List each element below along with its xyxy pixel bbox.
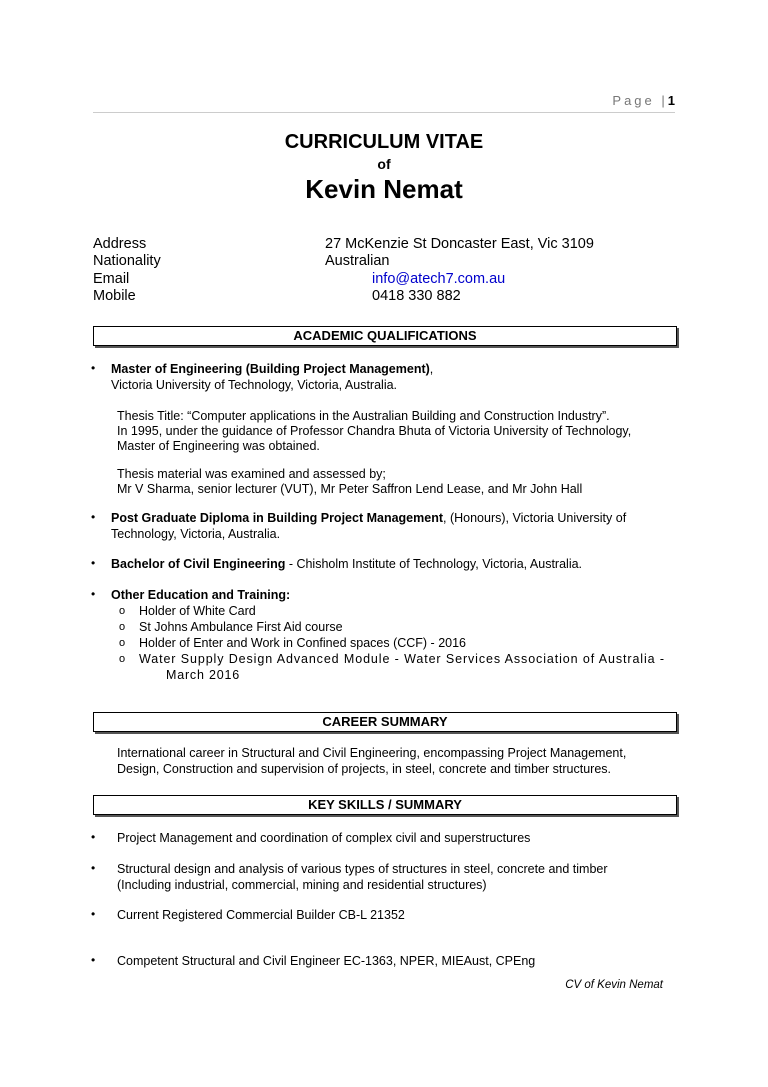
value-nationality: Australian: [325, 253, 390, 269]
examined-line: Mr V Sharma, senior lecturer (VUT), Mr Peter Saffron Lend Lease, and Mr John Hall: [117, 482, 583, 496]
skill-item: Project Management and coordination of complex civil and superstructures: [117, 831, 531, 845]
pgd-title: Post Graduate Diploma in Building Project Management: [111, 511, 443, 525]
other-item-cont: March 2016: [166, 668, 241, 682]
bullet-icon: •: [91, 556, 96, 570]
pgd-rest: , (Honours), Victoria University of: [443, 511, 627, 525]
section-heading-academic: ACADEMIC QUALIFICATIONS: [93, 326, 677, 346]
career-line: Design, Construction and supervision of projects, in steel, concrete and timber structures.: [117, 762, 611, 776]
section-heading-skills: KEY SKILLS / SUMMARY: [93, 795, 677, 815]
value-mobile: 0418 330 882: [372, 288, 461, 304]
qualification-master: [111, 362, 433, 377]
section-heading-career: CAREER SUMMARY: [93, 712, 677, 732]
other-item: Holder of White Card: [139, 604, 256, 618]
career-line: International career in Structural and Civil Engineering, encompassing Project Management,: [117, 746, 627, 760]
thesis-line: Master of Engineering was obtained.: [117, 439, 320, 453]
doc-title: CURRICULUM VITAE: [284, 131, 484, 153]
circle-bullet-icon: o: [119, 621, 126, 633]
thesis-line: Thesis Title: “Computer applications in the Australian Building and Construction Industry”.: [117, 409, 610, 423]
circle-bullet-icon: o: [119, 637, 126, 649]
header-rule: [93, 112, 675, 113]
other-item: Holder of Enter and Work in Confined spaces (CCF) - 2016: [139, 636, 467, 650]
skill-item: Current Registered Commercial Builder CB-L 21352: [117, 908, 405, 922]
value-address: 27 McKenzie St Doncaster East, Vic 3109: [325, 236, 594, 252]
master-institution: Victoria University of Technology, Victoria, Australia.: [111, 378, 398, 392]
page-number: [612, 93, 675, 108]
circle-bullet-icon: o: [119, 605, 126, 617]
skill-item: Structural design and analysis of various types of structures in steel, concrete and timber: [117, 862, 608, 876]
pgd-line2: Technology, Victoria, Australia.: [111, 527, 281, 541]
thesis-line: In 1995, under the guidance of Professor Chandra Bhuta of Victoria University of Technology,: [117, 424, 632, 438]
email-link[interactable]: info@atech7.com.au: [372, 271, 506, 287]
label-address: Address: [93, 236, 147, 252]
bullet-icon: •: [91, 861, 96, 875]
other-education-title: Other Education and Training:: [111, 588, 291, 602]
master-punct: ,: [429, 362, 434, 376]
bullet-icon: •: [91, 830, 96, 844]
page-label: Page |: [612, 93, 668, 108]
footer-text: CV of Kevin Nemat: [565, 979, 663, 991]
title-of: of: [377, 156, 391, 172]
bachelor-rest: - Chisholm Institute of Technology, Victoria, Australia.: [285, 557, 583, 571]
qualification-pgd: [111, 511, 626, 526]
master-title: Master of Engineering (Building Project Management): [111, 362, 430, 376]
circle-bullet-icon: o: [119, 653, 126, 665]
candidate-name: Kevin Nemat: [305, 174, 463, 204]
label-mobile: Mobile: [93, 288, 136, 304]
bullet-icon: •: [91, 510, 96, 524]
qualification-bachelor: [111, 557, 582, 572]
bachelor-title: Bachelor of Civil Engineering: [111, 557, 286, 571]
skill-item-cont: (Including industrial, commercial, mining and residential structures): [117, 878, 487, 892]
page-number-value: 1: [667, 93, 675, 108]
bullet-icon: •: [91, 587, 96, 601]
bullet-icon: •: [91, 953, 96, 967]
skill-item: Competent Structural and Civil Engineer EC-1363, NPER, MIEAust, CPEng: [117, 954, 536, 968]
label-nationality: Nationality: [93, 253, 161, 269]
label-email: Email: [93, 271, 130, 287]
examined-line: Thesis material was examined and assessed by;: [117, 467, 386, 481]
bullet-icon: •: [91, 907, 96, 921]
bullet-icon: •: [91, 361, 96, 375]
other-item: St Johns Ambulance First Aid course: [139, 620, 343, 634]
other-item: Water Supply Design Advanced Module - Water Services Association of Australia -: [139, 652, 665, 666]
